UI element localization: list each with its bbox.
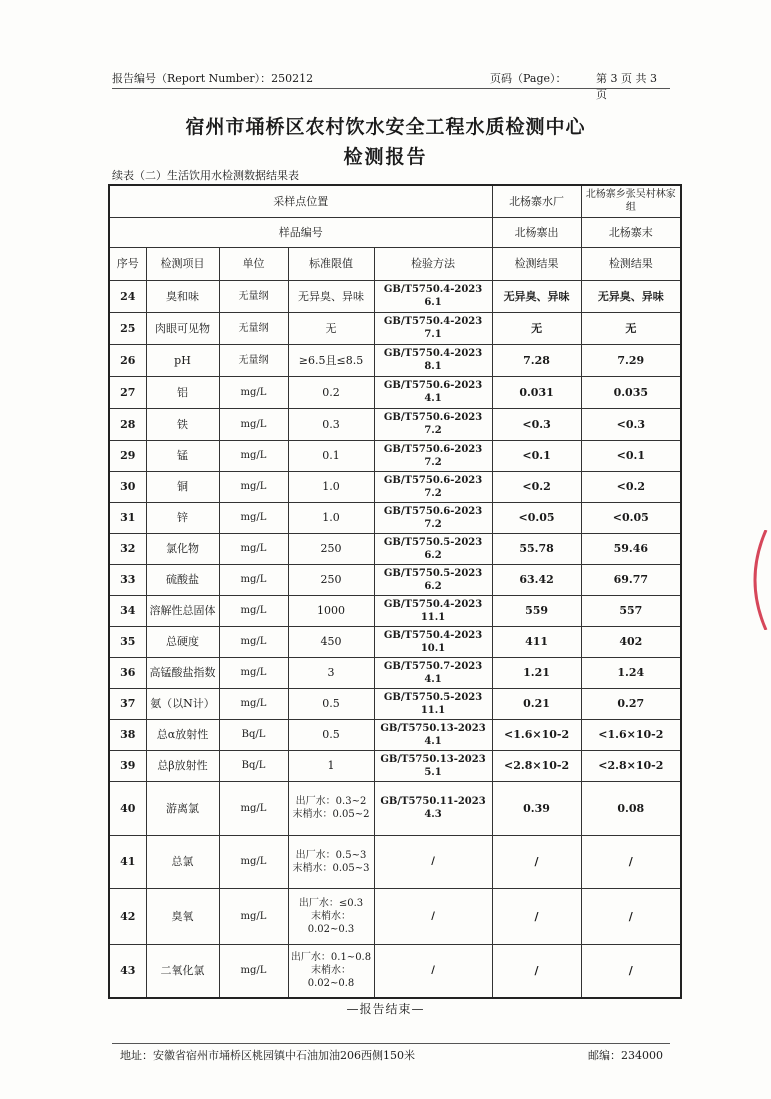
row-item: 总α放射性: [146, 719, 219, 750]
row-result-2: <0.1: [581, 440, 681, 471]
row-limit: 无: [288, 312, 374, 344]
col-header-unit: 单位: [219, 247, 288, 280]
row-limit: 0.3: [288, 408, 374, 440]
row-result-2: 无异臭、异味: [581, 280, 681, 312]
row-unit: mg/L: [219, 408, 288, 440]
row-unit: mg/L: [219, 471, 288, 502]
limit-line: 0.02~0.8: [307, 978, 355, 990]
row-no: 40: [109, 781, 146, 835]
row-no: 33: [109, 564, 146, 595]
row-method: /: [374, 944, 492, 998]
row-result-2: 0.27: [581, 688, 681, 719]
row-unit: mg/L: [219, 564, 288, 595]
row-limit: 250: [288, 533, 374, 564]
table-subtitle: 续表（二）生活饮用水检测数据结果表: [112, 169, 299, 182]
row-no: 30: [109, 471, 146, 502]
table-row: [109, 944, 681, 998]
table-row: [109, 564, 681, 595]
row-result-1: <0.2: [492, 471, 581, 502]
row-unit: mg/L: [219, 688, 288, 719]
row-no: 24: [109, 280, 146, 312]
limit-line: 出厂水：0.5~3: [295, 849, 367, 861]
table-row: [109, 471, 681, 502]
row-result-1: 0.031: [492, 376, 581, 408]
row-result-1: <0.1: [492, 440, 581, 471]
row-no: 36: [109, 657, 146, 688]
row-unit: mg/L: [219, 440, 288, 471]
sample-number-1: 北杨寨出: [492, 217, 581, 247]
row-result-1: 411: [492, 626, 581, 657]
row-method: GB/T5750.13-2023 4.1: [374, 719, 492, 750]
row-method: GB/T5750.6-2023 7.2: [374, 502, 492, 533]
table-row: [109, 408, 681, 440]
row-no: 34: [109, 595, 146, 626]
limit-line: 0.02~0.3: [307, 923, 355, 935]
postcode: 邮编：234000: [588, 1049, 663, 1062]
col-header-result-1: 检测结果: [492, 247, 581, 280]
col-header-result-2: 检测结果: [581, 247, 681, 280]
row-result-1: 1.21: [492, 657, 581, 688]
red-seal-fragment-icon: [738, 530, 768, 630]
org-title: 宿州市埇桥区农村饮水安全工程水质检测中心: [185, 116, 586, 138]
row-limit: 1.0: [288, 502, 374, 533]
row-method: GB/T5750.4-2023 10.1: [374, 626, 492, 657]
row-limit: ≥6.5且≤8.5: [288, 344, 374, 376]
row-item: 高锰酸盐指数: [146, 657, 219, 688]
row-item: 铁: [146, 408, 219, 440]
row-unit: mg/L: [219, 944, 288, 998]
row-result-1: /: [492, 835, 581, 888]
row-result-2: /: [581, 888, 681, 944]
row-method: GB/T5750.5-2023 6.2: [374, 533, 492, 564]
row-limit: 0.2: [288, 376, 374, 408]
row-unit: mg/L: [219, 502, 288, 533]
row-result-2: <0.2: [581, 471, 681, 502]
row-unit: mg/L: [219, 657, 288, 688]
row-no: 25: [109, 312, 146, 344]
row-item: 铜: [146, 471, 219, 502]
row-method: GB/T5750.6-2023 4.1: [374, 376, 492, 408]
row-result-2: 7.29: [581, 344, 681, 376]
row-limit: [288, 835, 374, 888]
row-item: 总氯: [146, 835, 219, 888]
row-limit: 250: [288, 564, 374, 595]
table-row: [109, 312, 681, 344]
row-result-2: 1.24: [581, 657, 681, 688]
row-method: GB/T5750.4-2023 6.1: [374, 280, 492, 312]
row-result-2: 0.035: [581, 376, 681, 408]
row-item: 游离氯: [146, 781, 219, 835]
row-no: 41: [109, 835, 146, 888]
row-limit: 0.5: [288, 719, 374, 750]
row-item: 氯化物: [146, 533, 219, 564]
row-method: GB/T5750.6-2023 7.2: [374, 408, 492, 440]
page-value: 第 3 页 共 3 页: [596, 72, 657, 101]
table-row: [109, 440, 681, 471]
row-item: 锌: [146, 502, 219, 533]
row-no: 38: [109, 719, 146, 750]
row-item: 肉眼可见物: [146, 312, 219, 344]
row-method: GB/T5750.4-2023 7.1: [374, 312, 492, 344]
col-header-item: 检测项目: [146, 247, 219, 280]
row-limit: 0.1: [288, 440, 374, 471]
row-result-2: <2.8×10-2: [581, 750, 681, 781]
table-row: [109, 657, 681, 688]
row-result-1: <0.3: [492, 408, 581, 440]
table-row: [109, 502, 681, 533]
row-item: 硫酸盐: [146, 564, 219, 595]
row-result-1: <1.6×10-2: [492, 719, 581, 750]
row-method: GB/T5750.6-2023 7.2: [374, 471, 492, 502]
row-item: 臭氧: [146, 888, 219, 944]
row-no: 32: [109, 533, 146, 564]
table-row: [109, 750, 681, 781]
row-unit: mg/L: [219, 888, 288, 944]
row-method: GB/T5750.6-2023 7.2: [374, 440, 492, 471]
row-method: GB/T5750.4-2023 8.1: [374, 344, 492, 376]
row-result-2: <0.3: [581, 408, 681, 440]
table-row: [109, 688, 681, 719]
table-row: [109, 280, 681, 312]
row-limit: [288, 781, 374, 835]
row-no: 35: [109, 626, 146, 657]
row-unit: 无量纲: [219, 312, 288, 344]
table-row: [109, 533, 681, 564]
row-no: 27: [109, 376, 146, 408]
address: 地址：安徽省宿州市埇桥区桃园镇中石油加油206西侧150米: [120, 1049, 415, 1062]
page-footer: [112, 1043, 670, 1063]
row-limit: 1.0: [288, 471, 374, 502]
row-result-1: <2.8×10-2: [492, 750, 581, 781]
row-result-1: 无异臭、异味: [492, 280, 581, 312]
row-unit: mg/L: [219, 376, 288, 408]
table-row: [109, 344, 681, 376]
row-method: GB/T5750.5-2023 6.2: [374, 564, 492, 595]
limit-line: 末梢水：: [311, 965, 351, 977]
row-no: 31: [109, 502, 146, 533]
col-header-method: 检验方法: [374, 247, 492, 280]
row-result-2: 557: [581, 595, 681, 626]
row-no: 28: [109, 408, 146, 440]
row-limit: [288, 888, 374, 944]
row-result-1: 63.42: [492, 564, 581, 595]
row-result-2: /: [581, 944, 681, 998]
row-method: /: [374, 835, 492, 888]
location-1: 北杨寨水厂: [492, 185, 581, 217]
row-no: 43: [109, 944, 146, 998]
report-end: —报告结束—: [346, 1002, 425, 1016]
row-unit: 无量纲: [219, 344, 288, 376]
limit-line: 出厂水：≤0.3: [298, 897, 364, 909]
row-result-2: 59.46: [581, 533, 681, 564]
row-result-1: 无: [492, 312, 581, 344]
limit-line: 末梢水：0.05~3: [292, 862, 370, 874]
table-row: [109, 781, 681, 835]
row-item: 二氧化氯: [146, 944, 219, 998]
table-row: [109, 376, 681, 408]
row-result-2: 402: [581, 626, 681, 657]
row-result-2: 无: [581, 312, 681, 344]
row-result-1: 0.39: [492, 781, 581, 835]
row-method: /: [374, 888, 492, 944]
row-no: 39: [109, 750, 146, 781]
col-header-limit: 标准限值: [288, 247, 374, 280]
limit-line: 末梢水：: [311, 910, 351, 922]
table-row: [109, 835, 681, 888]
location-2: 北杨寨乡张吴村林家组: [581, 185, 681, 217]
limit-line: 末梢水：0.05~2: [292, 809, 370, 820]
row-limit: 1: [288, 750, 374, 781]
row-no: 42: [109, 888, 146, 944]
row-limit: 450: [288, 626, 374, 657]
row-item: 溶解性总固体: [146, 595, 219, 626]
row-result-1: 55.78: [492, 533, 581, 564]
row-unit: Bq/L: [219, 750, 288, 781]
sample-location-header: 采样点位置: [109, 185, 492, 217]
results-table: [108, 184, 682, 999]
sample-number-2: 北杨寨末: [581, 217, 681, 247]
row-limit: 1000: [288, 595, 374, 626]
row-item: 总硬度: [146, 626, 219, 657]
row-item: 总β放射性: [146, 750, 219, 781]
table-row: [109, 719, 681, 750]
row-result-1: <0.05: [492, 502, 581, 533]
row-method: GB/T5750.7-2023 4.1: [374, 657, 492, 688]
row-item: 氨（以N计）: [146, 688, 219, 719]
row-item: 锰: [146, 440, 219, 471]
row-method: GB/T5750.5-2023 11.1: [374, 688, 492, 719]
row-limit: 0.5: [288, 688, 374, 719]
row-unit: 无量纲: [219, 280, 288, 312]
table-row: [109, 595, 681, 626]
row-item: 臭和味: [146, 280, 219, 312]
row-method: GB/T5750.4-2023 11.1: [374, 595, 492, 626]
limit-line: 出厂水：0.3~2: [295, 796, 367, 807]
sample-number-header: 样品编号: [109, 217, 492, 247]
col-header-no: 序号: [109, 247, 146, 280]
row-method: GB/T5750.13-2023 5.1: [374, 750, 492, 781]
limit-line: 出厂水：0.1~0.8: [290, 952, 372, 964]
row-method: GB/T5750.11-2023 4.3: [374, 781, 492, 835]
row-result-2: <0.05: [581, 502, 681, 533]
row-no: 37: [109, 688, 146, 719]
table-row: [109, 626, 681, 657]
row-limit: 无异臭、异味: [288, 280, 374, 312]
row-no: 26: [109, 344, 146, 376]
page-label: 页码（Page）：: [490, 72, 567, 85]
row-unit: mg/L: [219, 626, 288, 657]
row-item: 铝: [146, 376, 219, 408]
row-unit: mg/L: [219, 835, 288, 888]
row-result-1: /: [492, 944, 581, 998]
row-result-2: <1.6×10-2: [581, 719, 681, 750]
row-unit: mg/L: [219, 781, 288, 835]
row-result-1: 559: [492, 595, 581, 626]
row-result-1: 7.28: [492, 344, 581, 376]
row-unit: Bq/L: [219, 719, 288, 750]
row-unit: mg/L: [219, 533, 288, 564]
row-item: pH: [146, 344, 219, 376]
page-header: [112, 70, 670, 101]
row-result-2: 69.77: [581, 564, 681, 595]
row-unit: mg/L: [219, 595, 288, 626]
row-limit: 3: [288, 657, 374, 688]
table-row: [109, 888, 681, 944]
row-no: 29: [109, 440, 146, 471]
row-result-1: /: [492, 888, 581, 944]
row-result-2: 0.08: [581, 781, 681, 835]
report-number: 报告编号（Report Number）：250212: [112, 72, 314, 85]
row-result-2: /: [581, 835, 681, 888]
row-limit: [288, 944, 374, 998]
report-title: 检测报告: [343, 146, 428, 168]
row-result-1: 0.21: [492, 688, 581, 719]
